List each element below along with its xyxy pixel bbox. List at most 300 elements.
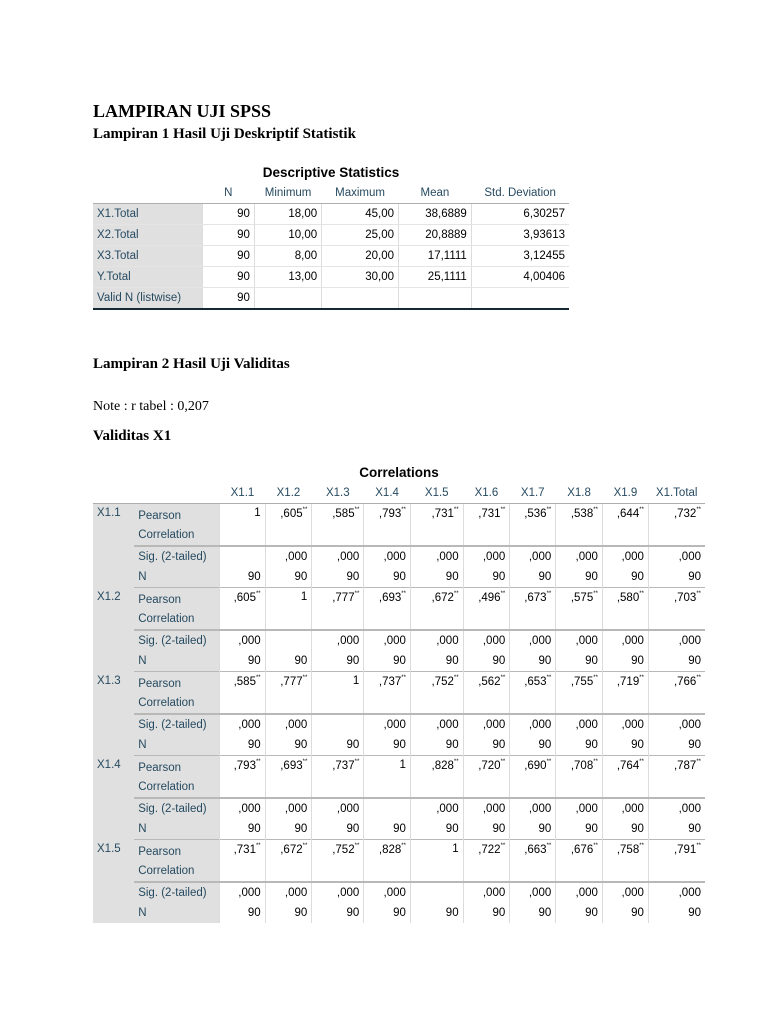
table-cell: ,793** — [364, 504, 411, 547]
stat-label-n: N — [134, 735, 220, 756]
column-header: X1.8 — [556, 483, 603, 504]
variable-label: X1.4 — [93, 756, 134, 840]
stat-label-n: N — [134, 651, 220, 672]
table-cell: 1 — [312, 672, 364, 715]
correlations-table-title: Correlations — [359, 465, 439, 480]
table-cell: 90 — [220, 903, 265, 923]
table-cell: ,758** — [602, 840, 648, 883]
table-cell — [312, 714, 364, 735]
table-cell: 90 — [312, 651, 364, 672]
significance-marker: ** — [453, 507, 459, 513]
table-cell: 1 — [220, 504, 265, 547]
table-cell: ,703** — [648, 588, 705, 631]
table-cell: ,672** — [410, 588, 463, 631]
column-header: X1.3 — [312, 483, 364, 504]
table-row — [93, 204, 569, 225]
table-cell: 90 — [202, 288, 254, 310]
table-cell: ,722** — [463, 840, 510, 883]
stat-label-sig: Sig. (2-tailed) — [134, 714, 220, 735]
table-cell: ,000 — [364, 882, 411, 903]
section-heading-descriptive: Lampiran 1 Hasil Uji Deskriptif Statistik — [93, 126, 356, 142]
stat-label-n: N — [134, 567, 220, 588]
table-cell: 90 — [463, 567, 510, 588]
significance-marker: ** — [401, 507, 406, 513]
table-cell: 90 — [556, 735, 603, 756]
table-cell: 90 — [510, 567, 556, 588]
table-cell: ,000 — [510, 630, 556, 651]
table-cell: 90 — [510, 735, 556, 756]
table-cell — [220, 546, 265, 567]
significance-marker: ** — [453, 591, 459, 597]
table-cell: 8,00 — [254, 246, 321, 267]
table-cell: 90 — [556, 819, 603, 840]
table-cell: 90 — [648, 735, 705, 756]
document-title: LAMPIRAN UJI SPSS — [93, 101, 272, 121]
table-cell: ,000 — [556, 798, 603, 819]
significance-marker: ** — [639, 843, 644, 849]
table-cell: 90 — [648, 651, 705, 672]
table-cell: ,731** — [220, 840, 265, 883]
significance-marker: ** — [696, 507, 701, 513]
stat-label-line: Correlation — [138, 697, 195, 709]
table-cell: ,000 — [265, 798, 312, 819]
table-cell: ,000 — [220, 714, 265, 735]
table-cell: 90 — [202, 204, 254, 225]
variable-label: X1.1 — [93, 504, 134, 588]
table-cell: 90 — [602, 651, 648, 672]
significance-marker: ** — [639, 591, 644, 597]
row-label: Valid N (listwise) — [93, 288, 202, 310]
stat-label-pearson — [134, 504, 220, 547]
table-cell: ,000 — [220, 798, 265, 819]
table-corner — [134, 483, 220, 504]
stat-label-line: Pearson — [138, 762, 182, 774]
significance-marker: ** — [546, 591, 552, 597]
table-row-sig — [93, 546, 705, 567]
table-cell: 90 — [202, 246, 254, 267]
significance-marker: ** — [500, 591, 506, 597]
table-cell: 90 — [220, 735, 265, 756]
table-row-pearson — [93, 672, 705, 715]
stat-label-line: Correlation — [138, 613, 195, 625]
row-label: X3.Total — [93, 246, 202, 267]
table-cell: ,000 — [602, 546, 648, 567]
significance-marker: ** — [696, 843, 701, 849]
table-cell — [265, 630, 312, 651]
table-cell — [399, 288, 472, 310]
column-header: Mean — [399, 183, 472, 204]
table-cell: 38,6889 — [399, 204, 472, 225]
table-cell: 30,00 — [322, 267, 399, 288]
table-row-sig — [93, 630, 705, 651]
table-cell: ,496** — [463, 588, 510, 631]
significance-marker: ** — [593, 843, 598, 849]
table-cell: ,000 — [556, 714, 603, 735]
table-cell — [471, 288, 569, 310]
table-cell: ,737** — [364, 672, 411, 715]
variable-label: X1.5 — [93, 840, 134, 924]
table-cell: ,000 — [410, 798, 463, 819]
table-cell: ,752** — [312, 840, 364, 883]
stat-label-n: N — [134, 903, 220, 923]
table-cell: 20,00 — [322, 246, 399, 267]
table-row-n — [93, 735, 705, 756]
table-cell: ,000 — [556, 546, 603, 567]
table-cell: 25,1111 — [399, 267, 472, 288]
stat-label-line: Correlation — [138, 529, 195, 541]
table-cell: 90 — [463, 735, 510, 756]
table-cell: ,720** — [463, 756, 510, 799]
table-cell: 3,93613 — [471, 225, 569, 246]
table-cell: 90 — [602, 735, 648, 756]
section-heading-validity-x1: Validitas X1 — [93, 428, 172, 444]
significance-marker: ** — [639, 675, 644, 681]
table-cell: ,777** — [312, 588, 364, 631]
table-row-n — [93, 819, 705, 840]
significance-marker: ** — [302, 759, 308, 765]
table-cell: ,766** — [648, 672, 705, 715]
table-cell: 90 — [265, 651, 312, 672]
column-header: X1.7 — [510, 483, 556, 504]
table-cell: ,676** — [556, 840, 603, 883]
significance-marker: ** — [500, 843, 506, 849]
significance-marker: ** — [696, 675, 701, 681]
table-cell: ,000 — [410, 630, 463, 651]
table-cell: ,693** — [265, 756, 312, 799]
table-cell: ,752** — [410, 672, 463, 715]
table-cell: ,000 — [312, 798, 364, 819]
table-cell: 90 — [648, 567, 705, 588]
table-cell: ,000 — [602, 714, 648, 735]
stat-label-line: Pearson — [138, 678, 182, 690]
column-header: N — [202, 183, 254, 204]
table-cell: 90 — [410, 735, 463, 756]
significance-marker: ** — [453, 759, 459, 765]
table-row-n — [93, 903, 705, 923]
stat-label-pearson — [134, 756, 220, 799]
table-cell: ,605** — [265, 504, 312, 547]
table-cell: 90 — [364, 567, 411, 588]
table-cell: 90 — [202, 225, 254, 246]
table-cell: 13,00 — [254, 267, 321, 288]
significance-marker: ** — [302, 843, 308, 849]
table-cell: 90 — [364, 903, 411, 923]
table-cell: 90 — [410, 903, 463, 923]
table-row-pearson — [93, 588, 705, 631]
table-cell: ,731** — [463, 504, 510, 547]
table-cell: 90 — [265, 819, 312, 840]
column-header: X1.1 — [220, 483, 265, 504]
table-cell: ,000 — [364, 714, 411, 735]
table-cell: 90 — [602, 819, 648, 840]
table-cell: ,000 — [510, 882, 556, 903]
table-cell: 90 — [312, 819, 364, 840]
significance-marker: ** — [593, 759, 598, 765]
table-cell: 90 — [312, 567, 364, 588]
table-cell: ,000 — [648, 546, 705, 567]
table-row — [93, 246, 569, 267]
significance-marker: ** — [401, 675, 406, 681]
table-cell: ,536** — [510, 504, 556, 547]
table-cell — [364, 798, 411, 819]
significance-marker: ** — [500, 507, 506, 513]
table-cell: 90 — [556, 903, 603, 923]
table-cell: ,690** — [510, 756, 556, 799]
table-cell: 45,00 — [322, 204, 399, 225]
table-cell: ,562** — [463, 672, 510, 715]
descriptive-table-title: Descriptive Statistics — [262, 165, 400, 180]
stat-label-sig: Sig. (2-tailed) — [134, 546, 220, 567]
table-cell: 17,1111 — [399, 246, 472, 267]
table-cell: 90 — [265, 567, 312, 588]
table-cell: ,575** — [556, 588, 603, 631]
stat-label-pearson — [134, 672, 220, 715]
table-cell: ,000 — [410, 546, 463, 567]
significance-marker: ** — [639, 507, 644, 513]
table-cell: 90 — [265, 903, 312, 923]
table-cell: ,000 — [220, 630, 265, 651]
table-cell: 90 — [463, 903, 510, 923]
table-cell: 10,00 — [254, 225, 321, 246]
table-row-sig — [93, 714, 705, 735]
table-cell — [254, 288, 321, 310]
column-header: Std. Deviation — [471, 183, 569, 204]
table-row-pearson — [93, 504, 705, 547]
significance-marker: ** — [546, 759, 552, 765]
significance-marker: ** — [354, 759, 360, 765]
table-row — [93, 288, 569, 310]
significance-marker: ** — [546, 507, 552, 513]
table-cell: 20,8889 — [399, 225, 472, 246]
table-cell: ,000 — [648, 882, 705, 903]
table-cell: ,731** — [410, 504, 463, 547]
table-cell: ,585** — [220, 672, 265, 715]
table-cell: ,000 — [265, 714, 312, 735]
table-cell: 90 — [220, 651, 265, 672]
table-cell: ,644** — [602, 504, 648, 547]
stat-label-sig: Sig. (2-tailed) — [134, 798, 220, 819]
table-cell: 1 — [410, 840, 463, 883]
table-cell: ,737** — [312, 756, 364, 799]
table-cell: 4,00406 — [471, 267, 569, 288]
table-cell: 1 — [364, 756, 411, 799]
column-header: Maximum — [322, 183, 399, 204]
table-row-pearson — [93, 756, 705, 799]
column-header: X1.Total — [648, 483, 705, 504]
table-cell: ,000 — [463, 630, 510, 651]
table-cell: ,000 — [364, 546, 411, 567]
table-cell: 90 — [312, 735, 364, 756]
table-cell: 18,00 — [254, 204, 321, 225]
table-cell: 90 — [220, 567, 265, 588]
table-cell: ,000 — [463, 714, 510, 735]
table-row-pearson — [93, 840, 705, 883]
table-cell: 90 — [220, 819, 265, 840]
stat-label-n: N — [134, 819, 220, 840]
significance-marker: ** — [354, 507, 360, 513]
table-cell: ,755** — [556, 672, 603, 715]
table-cell: 90 — [510, 819, 556, 840]
table-cell: 90 — [364, 819, 411, 840]
section-heading-validity: Lampiran 2 Hasil Uji Validitas — [93, 356, 290, 372]
significance-marker: ** — [593, 675, 598, 681]
table-cell: 90 — [463, 651, 510, 672]
stat-label-line: Pearson — [138, 510, 182, 522]
descriptive-statistics-table — [93, 183, 569, 310]
table-row-n — [93, 651, 705, 672]
stat-label-pearson — [134, 588, 220, 631]
table-cell: ,000 — [463, 798, 510, 819]
significance-marker: ** — [354, 843, 360, 849]
table-cell: ,000 — [648, 714, 705, 735]
table-cell: ,000 — [364, 630, 411, 651]
table-cell: ,000 — [410, 714, 463, 735]
significance-marker: ** — [546, 675, 552, 681]
significance-marker: ** — [401, 591, 406, 597]
table-corner — [93, 483, 134, 504]
variable-label: X1.3 — [93, 672, 134, 756]
table-cell: ,828** — [410, 756, 463, 799]
table-cell: ,787** — [648, 756, 705, 799]
table-cell: ,000 — [556, 630, 603, 651]
table-cell: ,000 — [463, 882, 510, 903]
significance-marker: ** — [255, 843, 261, 849]
significance-marker: ** — [255, 591, 261, 597]
table-cell — [322, 288, 399, 310]
table-cell: ,000 — [602, 630, 648, 651]
significance-marker: ** — [302, 507, 308, 513]
significance-marker: ** — [696, 759, 701, 765]
table-cell: ,000 — [510, 798, 556, 819]
table-cell: ,000 — [648, 798, 705, 819]
table-cell: 90 — [556, 651, 603, 672]
significance-marker: ** — [453, 675, 459, 681]
significance-marker: ** — [500, 759, 506, 765]
table-cell: ,585** — [312, 504, 364, 547]
table-cell: ,000 — [602, 882, 648, 903]
stat-label-pearson — [134, 840, 220, 883]
table-row — [93, 225, 569, 246]
table-cell: ,828** — [364, 840, 411, 883]
table-cell: 90 — [602, 903, 648, 923]
table-cell: ,777** — [265, 672, 312, 715]
table-cell: ,000 — [463, 546, 510, 567]
table-cell: 90 — [510, 651, 556, 672]
table-cell — [410, 882, 463, 903]
row-label: X2.Total — [93, 225, 202, 246]
stat-label-line: Pearson — [138, 594, 182, 606]
table-cell: ,000 — [265, 546, 312, 567]
significance-marker: ** — [593, 507, 598, 513]
table-cell: ,580** — [602, 588, 648, 631]
significance-marker: ** — [354, 591, 360, 597]
table-cell: ,000 — [510, 546, 556, 567]
table-cell: 1 — [265, 588, 312, 631]
table-cell: 90 — [410, 567, 463, 588]
table-cell: ,672** — [265, 840, 312, 883]
significance-marker: ** — [639, 759, 644, 765]
table-cell: 90 — [202, 267, 254, 288]
table-cell: 90 — [410, 819, 463, 840]
significance-marker: ** — [401, 843, 406, 849]
column-header: X1.6 — [463, 483, 510, 504]
table-corner — [93, 183, 202, 204]
table-row-sig — [93, 798, 705, 819]
significance-marker: ** — [546, 843, 552, 849]
table-cell: 90 — [648, 819, 705, 840]
table-cell: ,708** — [556, 756, 603, 799]
column-header: X1.9 — [602, 483, 648, 504]
significance-marker: ** — [500, 675, 506, 681]
table-row-n — [93, 567, 705, 588]
table-cell: ,000 — [312, 882, 364, 903]
table-cell: ,000 — [220, 882, 265, 903]
note-text: Note : r tabel : 0,207 — [93, 399, 209, 414]
significance-marker: ** — [696, 591, 701, 597]
table-cell: ,000 — [312, 630, 364, 651]
table-cell: ,732** — [648, 504, 705, 547]
significance-marker: ** — [255, 675, 261, 681]
table-cell: ,000 — [312, 546, 364, 567]
table-cell: 90 — [364, 735, 411, 756]
table-row — [93, 267, 569, 288]
table-cell: 90 — [312, 903, 364, 923]
column-header: X1.2 — [265, 483, 312, 504]
table-cell: ,605** — [220, 588, 265, 631]
significance-marker: ** — [255, 759, 261, 765]
table-cell: ,000 — [602, 798, 648, 819]
stat-label-line: Correlation — [138, 781, 195, 793]
stat-label-sig: Sig. (2-tailed) — [134, 882, 220, 903]
table-cell: ,000 — [265, 882, 312, 903]
table-cell: 90 — [556, 567, 603, 588]
table-cell: 25,00 — [322, 225, 399, 246]
table-cell: ,000 — [556, 882, 603, 903]
significance-marker: ** — [302, 675, 308, 681]
table-cell: ,719** — [602, 672, 648, 715]
table-cell: ,000 — [510, 714, 556, 735]
table-cell: 90 — [510, 903, 556, 923]
row-label: Y.Total — [93, 267, 202, 288]
table-cell: 90 — [602, 567, 648, 588]
column-header: Minimum — [254, 183, 321, 204]
correlations-table — [93, 483, 705, 923]
stat-label-line: Pearson — [138, 846, 182, 858]
row-label: X1.Total — [93, 204, 202, 225]
variable-label: X1.2 — [93, 588, 134, 672]
significance-marker: ** — [593, 591, 598, 597]
table-cell: 90 — [463, 819, 510, 840]
table-cell: 6,30257 — [471, 204, 569, 225]
table-cell: 90 — [364, 651, 411, 672]
table-cell: ,663** — [510, 840, 556, 883]
table-cell: ,000 — [648, 630, 705, 651]
stat-label-sig: Sig. (2-tailed) — [134, 630, 220, 651]
column-header: X1.4 — [364, 483, 411, 504]
table-cell: ,791** — [648, 840, 705, 883]
stat-label-line: Correlation — [138, 865, 195, 877]
table-row-sig — [93, 882, 705, 903]
table-cell: ,653** — [510, 672, 556, 715]
table-cell: ,673** — [510, 588, 556, 631]
table-cell: ,764** — [602, 756, 648, 799]
table-cell: 90 — [410, 651, 463, 672]
table-cell: ,538** — [556, 504, 603, 547]
table-cell: ,793** — [220, 756, 265, 799]
column-header: X1.5 — [410, 483, 463, 504]
table-cell: ,693** — [364, 588, 411, 631]
table-cell: 90 — [648, 903, 705, 923]
